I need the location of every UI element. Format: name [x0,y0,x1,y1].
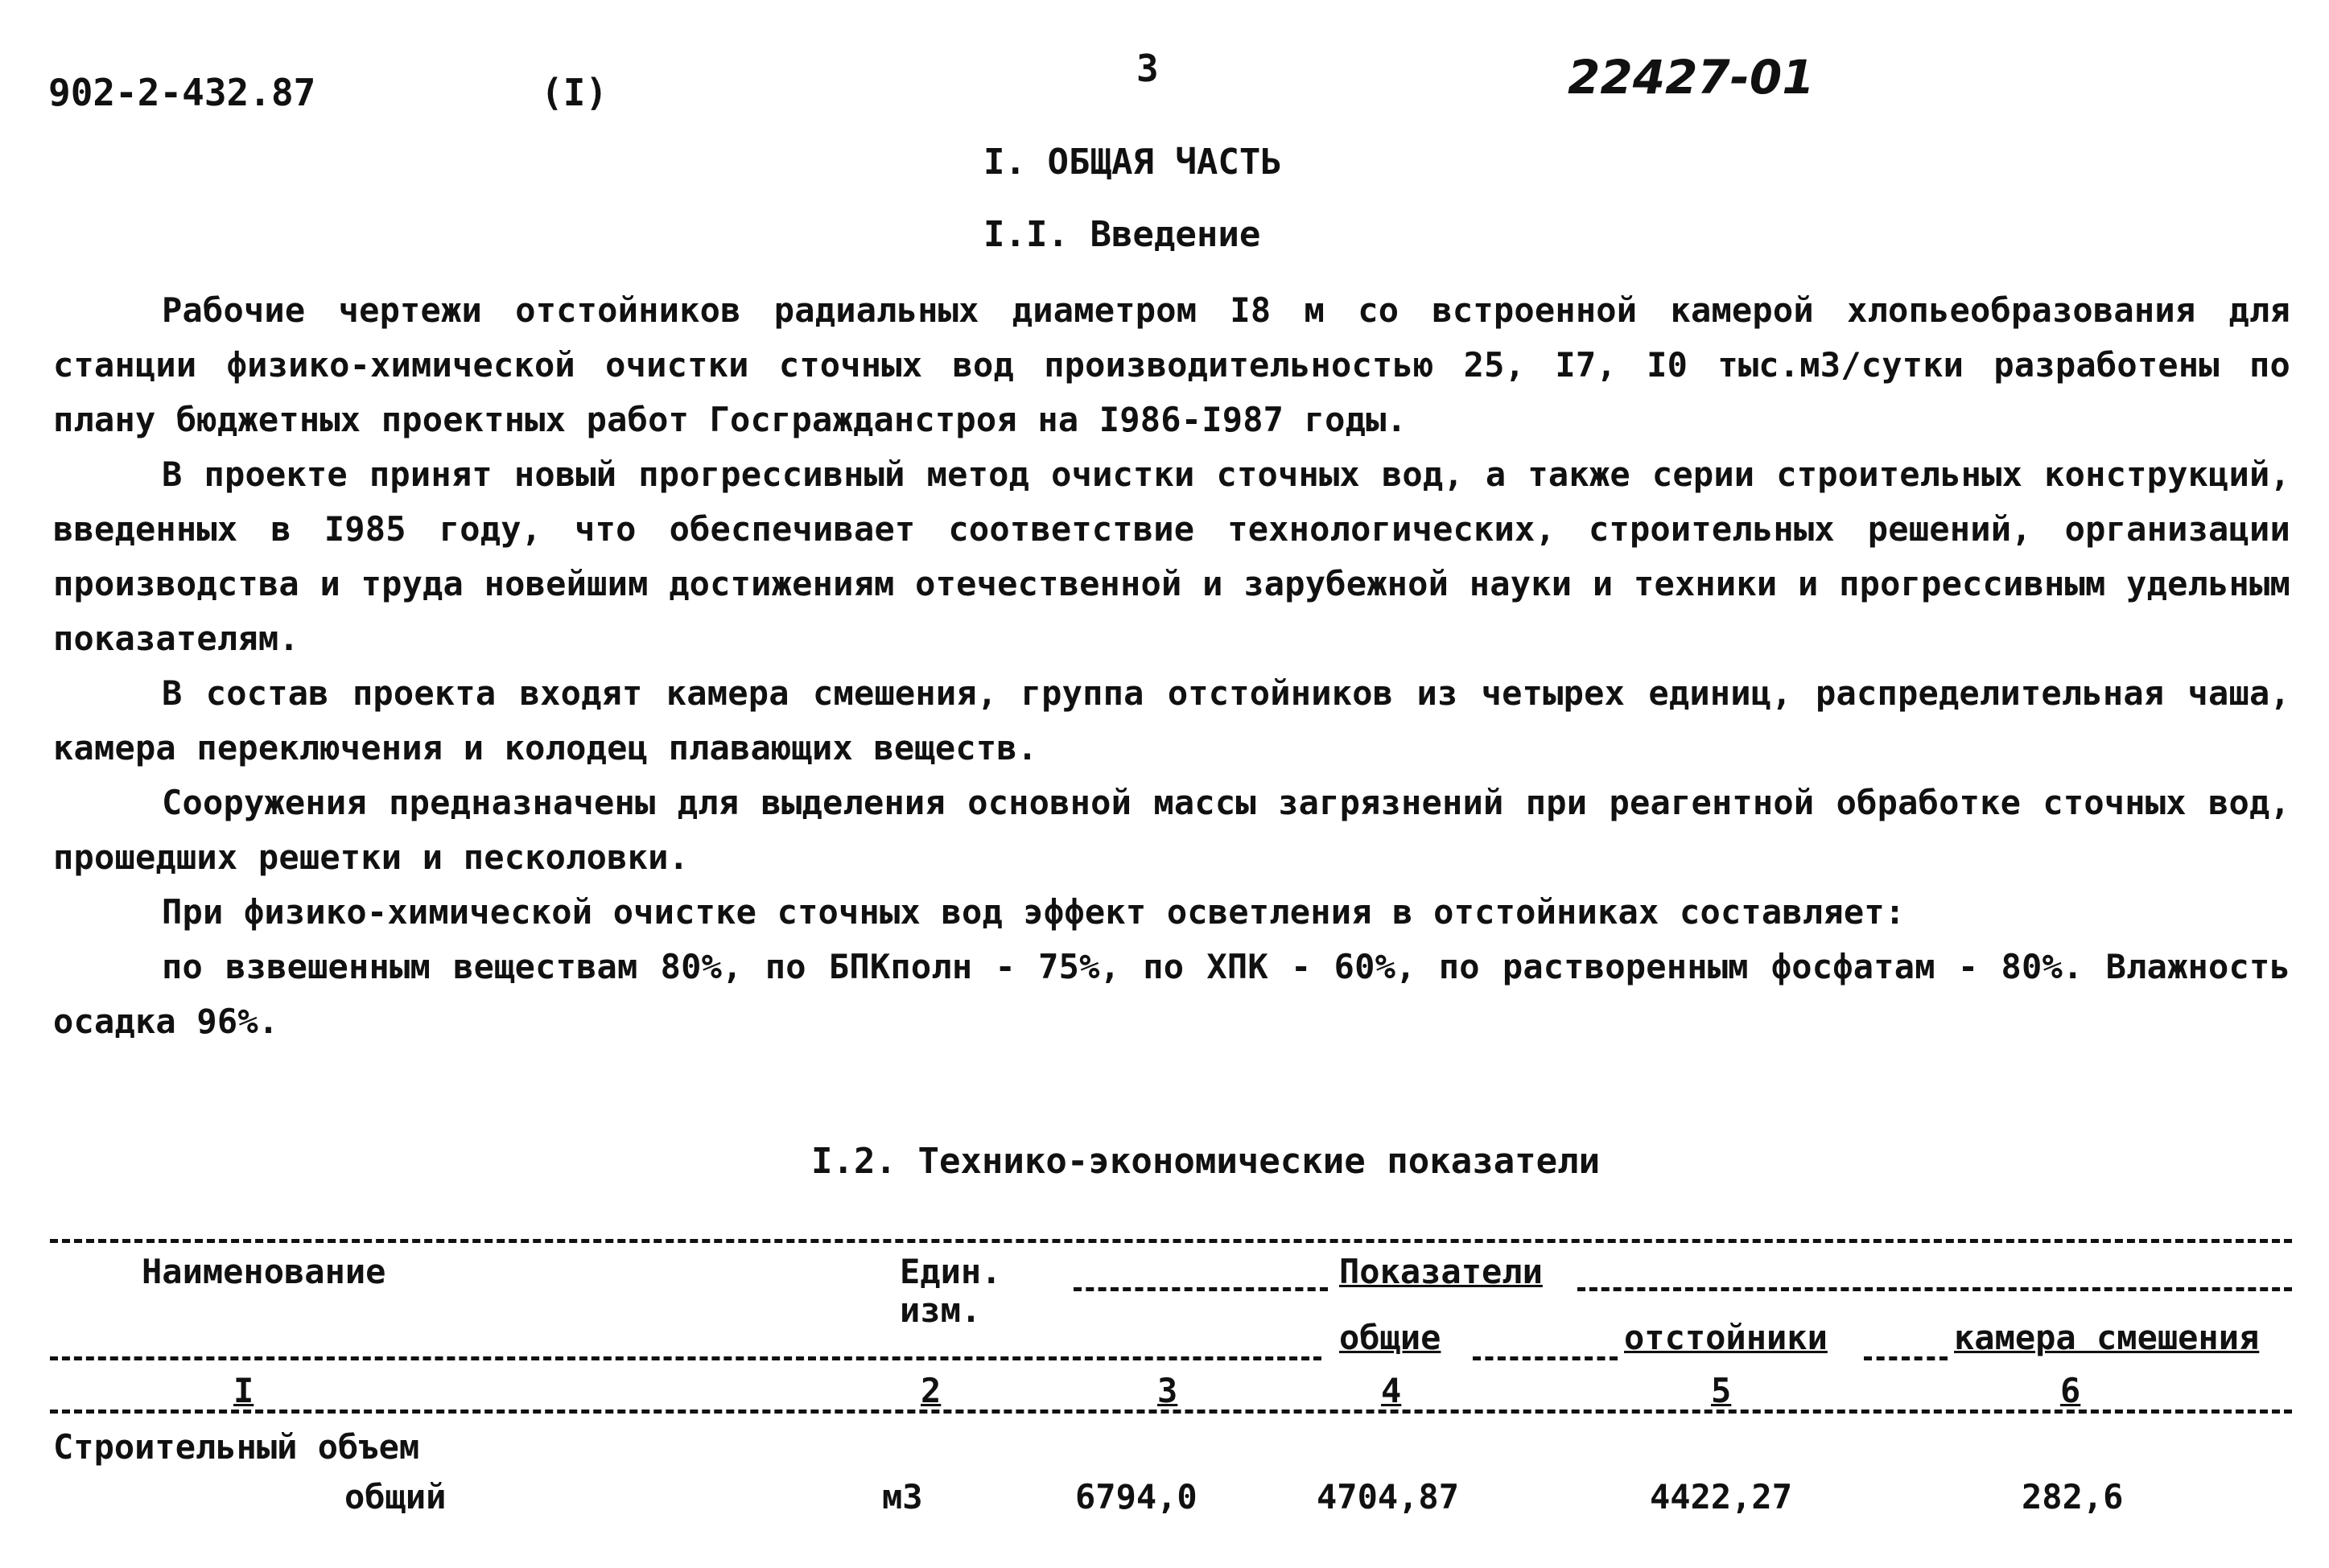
paragraph: Сооружения предназначены для выделения основной массы загрязнений при реагентной обработке сточных вод, прошедших решетки и песколовки. [53,783,2290,877]
column-number: 2 [921,1371,942,1410]
paragraph: по взвешенным веществам 80%, по БПКполн - 75%, по ХПК - 60%, по растворенным фосфатам - 80%. Влажность осадка 96%. [53,947,2290,1041]
row-unit: м3 [882,1477,923,1517]
section-subtitle: I.I. Введение [983,214,1261,255]
column-header-unit: Един. [900,1252,1002,1291]
cell-general: 4704,87 [1317,1477,1460,1517]
sub-header-settlers: отстойники [1624,1318,1828,1357]
sub-header-total: общие [1339,1318,1441,1357]
column-number: 3 [1157,1371,1178,1410]
cell-total: 6794,0 [1075,1477,1197,1517]
table-rule-numbers [50,1410,2292,1414]
intro-text [53,283,2290,1049]
table-rule-sub [50,1356,1321,1360]
paragraph: Рабочие чертежи отстойников радиальных диаметром I8 м со встроенной камерой хлопьеобразования для станции физико-химической очистки сточных вод производительностью 25, I7, I0 тыс.м3/сутки разработены по плану бюджетных проектных работ Госгражданстроя на I986-I987 годы. [53,290,2290,439]
table-rule-sub [1473,1356,1618,1360]
row-label: общий [344,1477,447,1517]
table-rule-top [50,1239,2292,1243]
handwritten-code: 22427-01 [1568,50,1815,105]
table-rule-group [1577,1287,2292,1291]
section-title: I.2. Технико-экономические показатели [811,1141,1601,1182]
column-number: I [233,1371,254,1410]
table-rule-sub [1864,1356,1948,1360]
column-number: 5 [1711,1371,1732,1410]
page-number: 3 [1136,47,1159,90]
section-title: I. ОБЩАЯ ЧАСТЬ [983,142,1282,183]
row-group-label: Строительный объем [53,1427,420,1467]
column-number: 6 [2060,1371,2081,1410]
column-header-unit: изм. [900,1290,982,1330]
document-part: (I) [541,71,608,114]
document-code: 902-2-432.87 [48,71,316,114]
paragraph: При физико-химической очистке сточных вод эффект осветления в отстойниках составляет: [162,892,1906,932]
paragraph: В проекте принят новый прогрессивный метод очистки сточных вод, а также серии строительных конструкций, введенных в I985 году, что обеспечивает соответствие технологических, строительных решений, организации производства и труда новейшим достижениям отечественной и зарубежной науки и техники и прогрессивным удельным показателям. [53,455,2290,658]
cell-settlers: 4422,27 [1650,1477,1793,1517]
group-header-indicators: Показатели [1339,1252,1543,1291]
column-number: 4 [1381,1371,1402,1410]
sub-header-mixing-chamber: камера смешения [1954,1318,2260,1357]
paragraph: В состав проекта входят камера смешения, группа отстойников из четырех единиц, распределительная чаша, камера переключения и колодец плавающих веществ. [53,673,2290,768]
table-rule-group [1074,1287,1328,1291]
cell-mixing-chamber: 282,6 [2022,1477,2124,1517]
column-header-name: Наименование [142,1252,386,1291]
